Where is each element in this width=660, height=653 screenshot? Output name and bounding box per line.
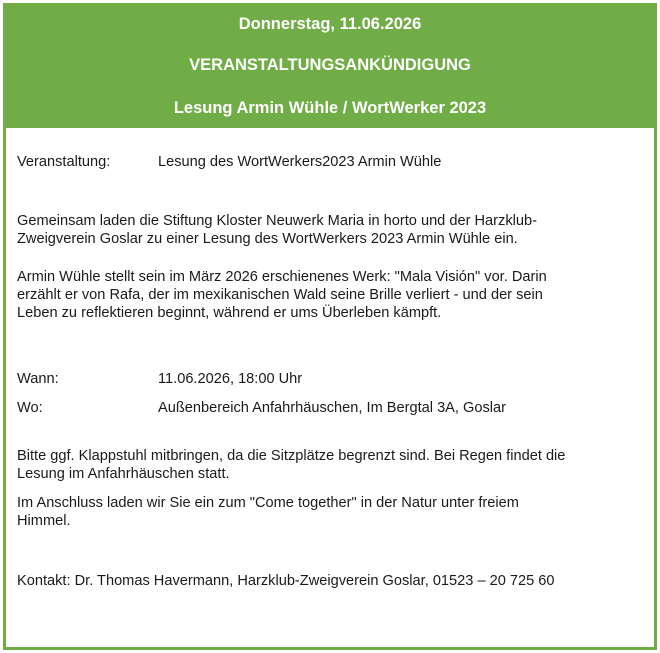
where-value: Außenbereich Anfahrhäuschen, Im Bergtal 3A, Goslar xyxy=(158,400,507,416)
description-line-1: Armin Wühle stellt sein im März 2026 erschienenes Werk: "Mala Visión" vor. Darin xyxy=(17,269,547,285)
event-value: Lesung des WortWerkers2023 Armin Wühle xyxy=(158,154,442,170)
where-label: Wo: xyxy=(17,400,43,416)
intro-line-2: Zweigverein Goslar zu einer Lesung des WortWerkers 2023 Armin Wühle ein. xyxy=(17,231,518,247)
closing-paragraph xyxy=(17,494,637,530)
contact-line: Kontakt: Dr. Thomas Havermann, Harzklub-Zweigverein Goslar, 01523 – 20 725 60 xyxy=(17,573,555,589)
closing-line-2: Himmel. xyxy=(17,513,71,529)
header-banner xyxy=(6,6,654,128)
note-line-1: Bitte ggf. Klappstuhl mitbringen, da die Sitzplätze begrenzt sind. Bei Regen findet die xyxy=(17,448,566,464)
description-line-2: erzählt er von Rafa, der im mexikanischen Wald seine Brille verliert - und der sein xyxy=(17,287,543,303)
description-line-3: Leben zu reflektieren beginnt, während er ums Überleben kämpft. xyxy=(17,305,442,321)
announcement-type-heading: VERANSTALTUNGSANKÜNDIGUNG xyxy=(189,56,471,74)
event-label: Veranstaltung: xyxy=(17,154,111,170)
description-paragraph xyxy=(17,268,637,322)
event-date-heading: Donnerstag, 11.06.2026 xyxy=(238,15,422,33)
when-label: Wann: xyxy=(17,371,59,387)
note-line-2: Lesung im Anfahrhäuschen statt. xyxy=(17,466,230,482)
closing-line-1: Im Anschluss laden wir Sie ein zum "Come together" in der Natur unter freiem xyxy=(17,495,519,511)
announcement-card xyxy=(3,3,657,650)
event-title-heading: Lesung Armin Wühle / WortWerker 2023 xyxy=(173,99,487,117)
intro-line-1: Gemeinsam laden die Stiftung Kloster Neuwerk Maria in horto und der Harzklub- xyxy=(17,213,537,229)
note-paragraph xyxy=(17,447,637,483)
when-value: 11.06.2026, 18:00 Uhr xyxy=(158,371,303,387)
intro-paragraph xyxy=(17,212,637,248)
